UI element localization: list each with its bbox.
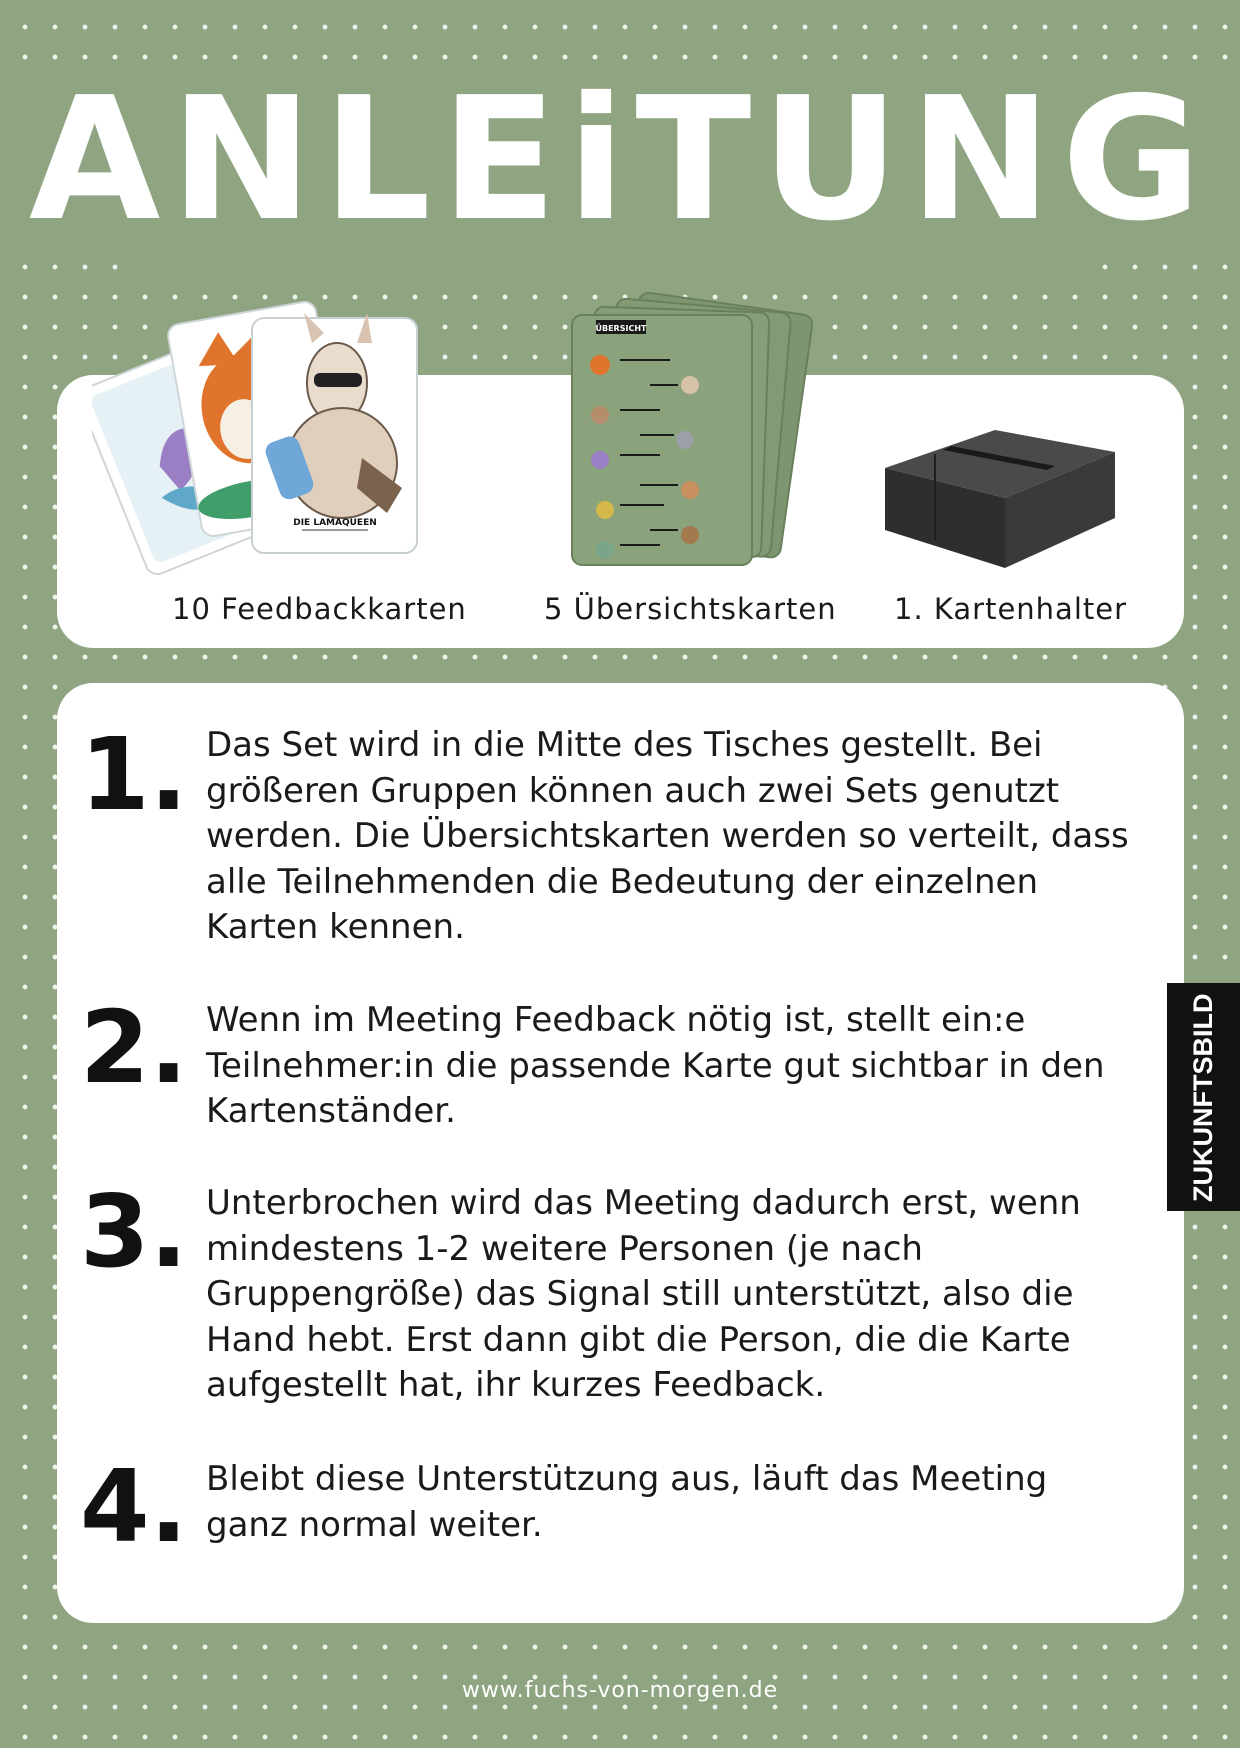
feedback-card-caption: DIE LAMAQUEEN [293, 518, 377, 528]
step-text: Bleibt diese Unterstützung aus, läuft das Meeting ganz normal weiter. [206, 1459, 1048, 1545]
step-number: 1. [80, 716, 188, 833]
footer-url[interactable]: www.fuchs-von-morgen.de [461, 1678, 779, 1703]
page-title: ANLEiTUNG [0, 60, 1240, 260]
card-holder-illustration [875, 390, 1125, 570]
step-number: 2. [80, 989, 188, 1106]
overview-cards-label: 5 Übersichtskarten [544, 592, 837, 626]
feedback-cards-label: 10 Feedbackkarten [172, 592, 467, 626]
brand-logo-text: ZUKUNFTSBILD [1188, 993, 1218, 1202]
step-text: Unterbrochen wird das Meeting dadurch erst, wenn mindestens 1-2 weitere Personen (je nach Gruppengröße) das Signal still unterstützt, also die Hand hebt. Erst dann gibt die Person, die die Karte aufgestellt hat, ihr kurzes Feedback. [206, 1183, 1081, 1405]
step-text: Das Set wird in die Mitte des Tisches gestellt. Bei größeren Gruppen können auch zwei Sets genutzt werden. Die Übersichtskarten werden so verteilt, dass alle Teilnehmenden die Bedeutung der einzelnen Karten kennen. [206, 725, 1129, 947]
step-number: 3. [80, 1173, 188, 1290]
overview-card-header: ÜBERSICHT [595, 324, 647, 333]
step-number: 4. [80, 1448, 188, 1565]
overview-cards-illustration [560, 290, 820, 580]
step-text: Wenn im Meeting Feedback nötig ist, stellt ein:e Teilnehmer:in die passende Karte gut sichtbar in den Kartenständer. [206, 1000, 1105, 1131]
card-holder-label: 1. Kartenhalter [894, 592, 1128, 626]
feedback-cards-illustration [92, 288, 442, 588]
